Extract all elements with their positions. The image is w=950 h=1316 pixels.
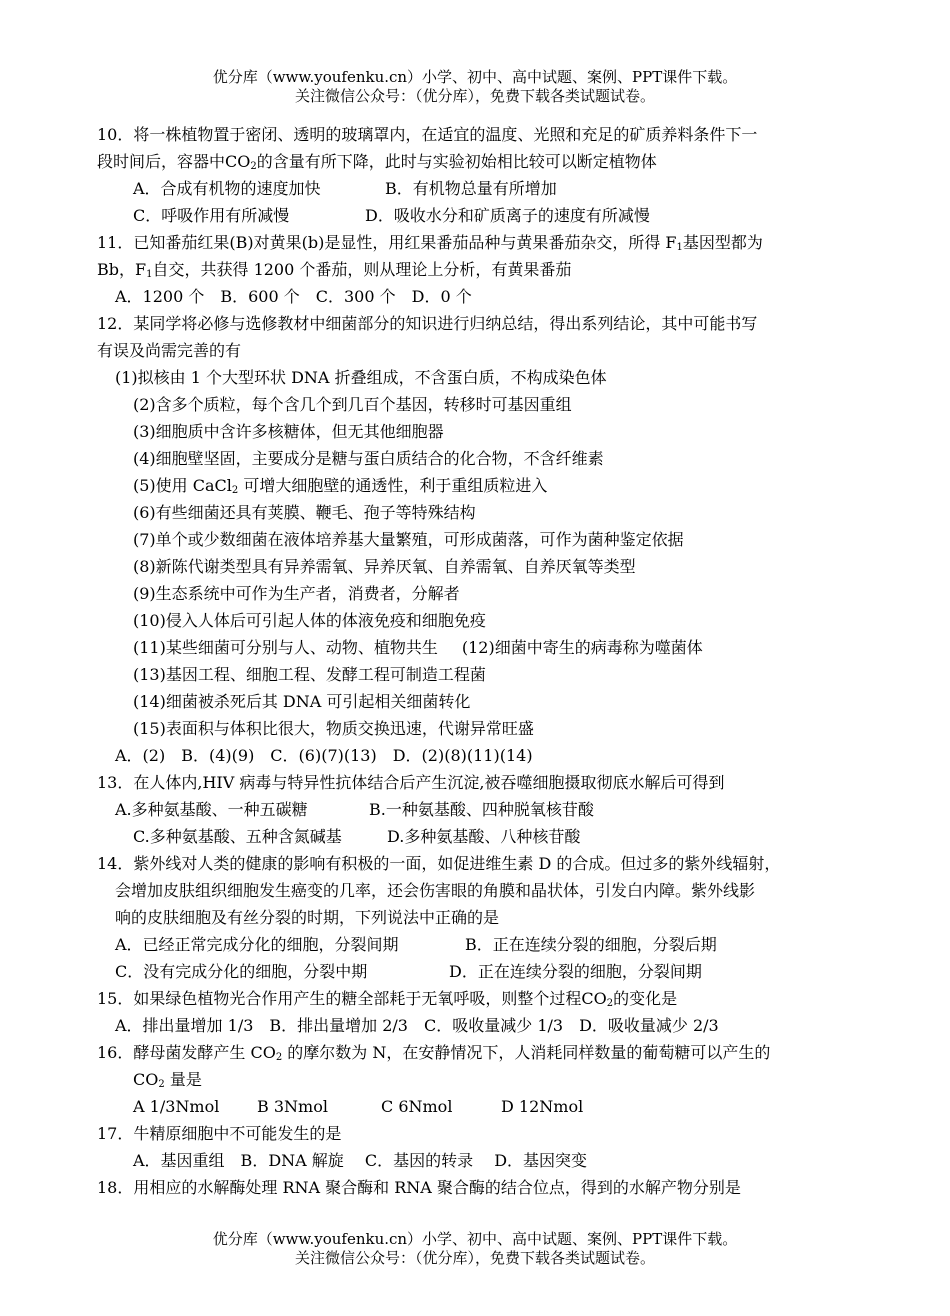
page-header [0, 68, 950, 106]
q12-statement-9: (9)生态系统中可作为生产者，消费者，分解者 [133, 584, 460, 603]
q16-text-c: CO [133, 1070, 159, 1089]
question-13-options-row-2 [97, 823, 857, 850]
q16-option-a: A 1/3Nmol [133, 1097, 220, 1116]
q16-text-d: 量是 [164, 1070, 202, 1089]
q11-subscript-2: 1 [146, 269, 153, 280]
q10-option-a: A．合成有机物的速度加快 [133, 179, 321, 198]
question-16 [97, 1039, 857, 1120]
question-14-options-row-2 [97, 958, 857, 985]
question-16-options [97, 1093, 857, 1120]
q12-statement-12: (12)细菌中寄生的病毒称为噬菌体 [461, 638, 703, 657]
q12-statement-5 [97, 472, 857, 499]
exam-content [97, 121, 857, 1201]
question-11-options: A．1200 个 B．600 个 C．300 个 D．0 个 [115, 287, 472, 306]
q12-s5-text-b: 可增大细胞壁的通透性，利于重组质粒进入 [238, 476, 548, 495]
q12-statement-10: (10)侵入人体后可引起人体的体液免疫和细胞免疫 [133, 611, 486, 630]
q12-statement-7: (7)单个或少数细菌在液体培养基大量繁殖，可形成菌落，可作为菌种鉴定依据 [133, 530, 684, 549]
q10-option-c: C．呼吸作用有所减慢 [133, 206, 290, 225]
q12-statement-15: (15)表面积与体积比很大，物质交换迅速，代谢异常旺盛 [133, 719, 534, 738]
q11-text-a: 11．已知番茄红果(B)对黄果(b)是显性，用红果番茄品种与黄果番茄杂交，所得 F [97, 233, 677, 252]
q12-statement-4: (4)细胞壁坚固，主要成分是糖与蛋白质结合的化合物，不含纤维素 [133, 449, 604, 468]
question-14-options-row-1 [97, 931, 857, 958]
question-10-options-row-2 [97, 202, 857, 229]
q12-statement-13: (13)基因工程、细胞工程、发酵工程可制造工程菌 [133, 665, 486, 684]
question-13 [97, 769, 857, 850]
q12-s5-subscript: 2 [231, 485, 239, 496]
q14-option-c: C．没有完成分化的细胞，分裂中期 [115, 962, 368, 981]
question-12-stem-line-1: 12．某同学将必修与选修教材中细菌部分的知识进行归纳总结，得出系列结论，其中可能书写 [97, 314, 758, 333]
q12-statement-1: (1)拟核由 1 个大型环状 DNA 折叠组成，不含蛋白质，不构成染色体 [115, 368, 607, 387]
q16-text-a: 16．酵母菌发酵产生 CO [97, 1043, 276, 1062]
question-11-stem-line-2 [97, 256, 857, 283]
q16-subscript-1: 2 [275, 1052, 283, 1063]
question-15 [97, 985, 857, 1039]
q16-subscript-2: 2 [158, 1079, 165, 1090]
q13-option-d: D.多种氨基酸、八种核苷酸 [387, 827, 581, 846]
q13-option-a: A.多种氨基酸、一种五碳糖 [115, 800, 308, 819]
q11-text-c: Bb，F [97, 260, 147, 279]
q16-option-c: C 6Nmol [381, 1097, 453, 1116]
q15-subscript: 2 [606, 998, 614, 1009]
question-14-stem-line-2: 会增加皮肤组织细胞发生癌变的几率，还会伤害眼的角膜和晶状体，引发白内障。紫外线影 [115, 881, 756, 900]
question-15-stem [97, 985, 857, 1012]
question-17-options: A．基因重组 B．DNA 解旋 C．基因的转录 D．基因突变 [133, 1151, 588, 1170]
question-10-options-row-1 [97, 175, 857, 202]
q12-s5-text-a: (5)使用 CaCl [133, 476, 232, 495]
question-12-stem-line-2: 有误及尚需完善的有 [97, 341, 242, 360]
question-10 [97, 121, 857, 229]
question-12 [97, 310, 857, 769]
q15-text-b: 的变化是 [613, 989, 678, 1008]
q10-text-b: 的含量有所下降，此时与实验初始相比较可以断定植物体 [256, 152, 657, 171]
q11-text-d: 自交，共获得 1200 个番茄，则从理论上分析，有黄果番茄 [152, 260, 572, 279]
question-10-stem-line-2 [97, 148, 857, 175]
question-12-options: A．(2) B．(4)(9) C．(6)(7)(13) D．(2)(8)(11)(14) [115, 746, 533, 765]
question-13-stem: 13．在人体内,HIV 病毒与特异性抗体结合后产生沉淀,被吞噬细胞摄取彻底水解后可得到 [97, 773, 725, 792]
header-line-1: 优分库（www.youfenku.cn）小学、初中、高中试题、案例、PPT课件下载。 [212, 68, 738, 86]
q10-option-d: D．吸收水分和矿质离子的速度有所减慢 [365, 206, 650, 225]
question-18 [97, 1174, 857, 1201]
q12-statement-14: (14)细菌被杀死后其 DNA 可引起相关细菌转化 [133, 692, 471, 711]
question-14-stem-line-1: 14．紫外线对人类的健康的影响有积极的一面，如促进维生素 D 的合成。但过多的紫外线辐射， [97, 854, 781, 873]
question-15-options: A．排出量增加 1/3 B．排出量增加 2/3 C．吸收量减少 1/3 D．吸收量减少 2/3 [115, 1016, 719, 1035]
footer-line-2: 关注微信公众号：（优分库），免费下载各类试题试卷。 [294, 1249, 655, 1267]
q15-text-a: 15．如果绿色植物光合作用产生的糖全部耗于无氧呼吸，则整个过程CO [97, 989, 607, 1008]
q14-option-b: B．正在连续分裂的细胞，分裂后期 [465, 935, 717, 954]
q10-subscript: 2 [250, 161, 257, 172]
question-17 [97, 1120, 857, 1174]
question-14 [97, 850, 857, 985]
question-16-stem-line-2 [97, 1066, 857, 1093]
q12-statement-8: (8)新陈代谢类型具有异养需氧、异养厌氧、自养需氧、自养厌氧等类型 [133, 557, 636, 576]
question-14-stem-line-3: 响的皮肤细胞及有丝分裂的时期，下列说法中正确的是 [115, 908, 500, 927]
q12-statement-3: (3)细胞质中含许多核糖体，但无其他细胞器 [133, 422, 444, 441]
q13-option-c: C.多种氨基酸、五种含氮碱基 [133, 827, 342, 846]
page-footer [0, 1230, 950, 1268]
question-11 [97, 229, 857, 310]
q16-text-b: 的摩尔数为 N，在安静情况下，人消耗同样数量的葡萄糖可以产生的 [282, 1043, 771, 1062]
q11-subscript-1: 1 [676, 242, 683, 253]
q16-option-d: D 12Nmol [501, 1097, 584, 1116]
question-17-stem: 17．牛精原细胞中不可能发生的是 [97, 1124, 342, 1143]
q12-statement-11-12 [97, 634, 857, 661]
q16-option-b: B 3Nmol [257, 1097, 328, 1116]
header-line-2: 关注微信公众号：（优分库），免费下载各类试题试卷。 [294, 87, 655, 105]
question-13-options-row-1 [97, 796, 857, 823]
q13-option-b: B.一种氨基酸、四种脱氧核苷酸 [369, 800, 594, 819]
question-10-stem-line-1: 10．将一株植物置于密闭、透明的玻璃罩内，在适宜的温度、光照和充足的矿质养料条件下一 [97, 125, 758, 144]
question-11-stem-line-1 [97, 229, 857, 256]
q10-text-a: 段时间后，容器中CO [97, 152, 251, 171]
q12-statement-2: (2)含多个质粒，每个含几个到几百个基因，转移时可基因重组 [133, 395, 572, 414]
question-18-stem: 18．用相应的水解酶处理 RNA 聚合酶和 RNA 聚合酶的结合位点，得到的水解产物分别是 [97, 1178, 741, 1197]
q14-option-a: A．已经正常完成分化的细胞，分裂间期 [115, 935, 399, 954]
question-16-stem-line-1 [97, 1039, 857, 1066]
q10-option-b: B．有机物总量有所增加 [385, 179, 557, 198]
q14-option-d: D．正在连续分裂的细胞，分裂间期 [449, 962, 702, 981]
footer-line-1: 优分库（www.youfenku.cn）小学、初中、高中试题、案例、PPT课件下载。 [212, 1230, 738, 1248]
q12-statement-6: (6)有些细菌还具有荚膜、鞭毛、孢子等特殊结构 [133, 503, 476, 522]
q11-text-b: 基因型都为 [682, 233, 763, 252]
q12-statement-11: (11)某些细菌可分别与人、动物、植物共生 [133, 638, 438, 657]
